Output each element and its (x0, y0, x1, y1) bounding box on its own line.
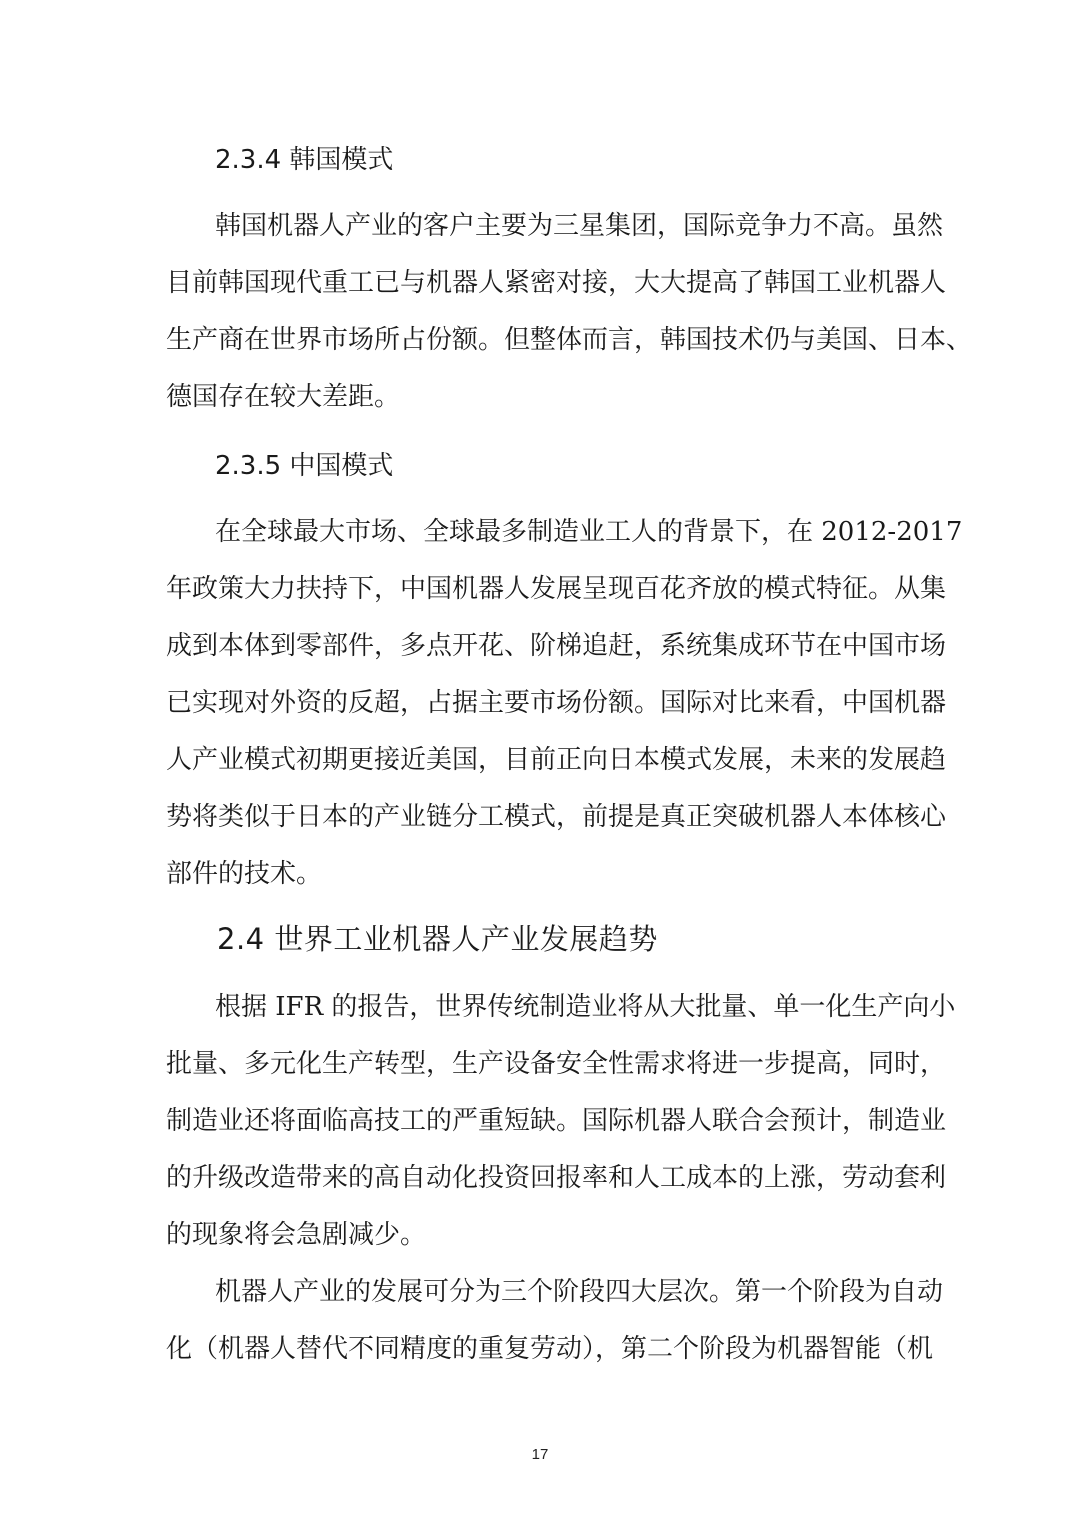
paragraph-line: 化（机器人替代不同精度的重复劳动），第二个阶段为机器智能（机 (166, 1334, 934, 1364)
paragraph-line: 年政策大力扶持下，中国机器人发展呈现百花齐放的模式特征。从集 (166, 574, 947, 604)
paragraph-line: 人产业模式初期更接近美国，目前正向日本模式发展，未来的发展趋 (166, 745, 947, 775)
page-number: 17 (531, 1446, 549, 1463)
paragraph-line: 德国存在较大差距。 (166, 382, 401, 412)
paragraph-line: 已实现对外资的反超，占据主要市场份额。国际对比来看，中国机器 (166, 688, 947, 718)
paragraph-line: 机器人产业的发展可分为三个阶段四大层次。第一个阶段为自动 (215, 1277, 944, 1307)
section-heading-2-3-5: 2.3.5 中国模式 (215, 451, 394, 481)
section-heading-2-4: 2.4 世界工业机器人产业发展趋势 (217, 922, 658, 956)
paragraph-line: 韩国机器人产业的客户主要为三星集团，国际竞争力不高。虽然 (215, 211, 944, 241)
paragraph-line: 在全球最大市场、全球最多制造业工人的背景下，在 2012-2017 (215, 517, 963, 547)
paragraph-line: 的升级改造带来的高自动化投资回报率和人工成本的上涨，劳动套利 (166, 1163, 947, 1193)
paragraph-line: 批量、多元化生产转型，生产设备安全性需求将进一步提高，同时， (166, 1049, 947, 1079)
paragraph-line: 根据 IFR 的报告，世界传统制造业将从大批量、单一化生产向小 (215, 992, 956, 1022)
paragraph-line: 成到本体到零部件，多点开花、阶梯追赶，系统集成环节在中国市场 (166, 631, 947, 661)
paragraph-line: 势将类似于日本的产业链分工模式，前提是真正突破机器人本体核心 (166, 802, 947, 832)
paragraph-line: 部件的技术。 (166, 859, 323, 889)
paragraph-line: 生产商在世界市场所占份额。但整体而言，韩国技术仍与美国、日本、 (166, 325, 973, 355)
paragraph-line: 的现象将会急剧减少。 (166, 1220, 427, 1250)
paragraph-line: 目前韩国现代重工已与机器人紧密对接，大大提高了韩国工业机器人 (166, 268, 947, 298)
paragraph-line: 制造业还将面临高技工的严重短缺。国际机器人联合会预计，制造业 (166, 1106, 947, 1136)
section-heading-2-3-4: 2.3.4 韩国模式 (215, 145, 394, 175)
